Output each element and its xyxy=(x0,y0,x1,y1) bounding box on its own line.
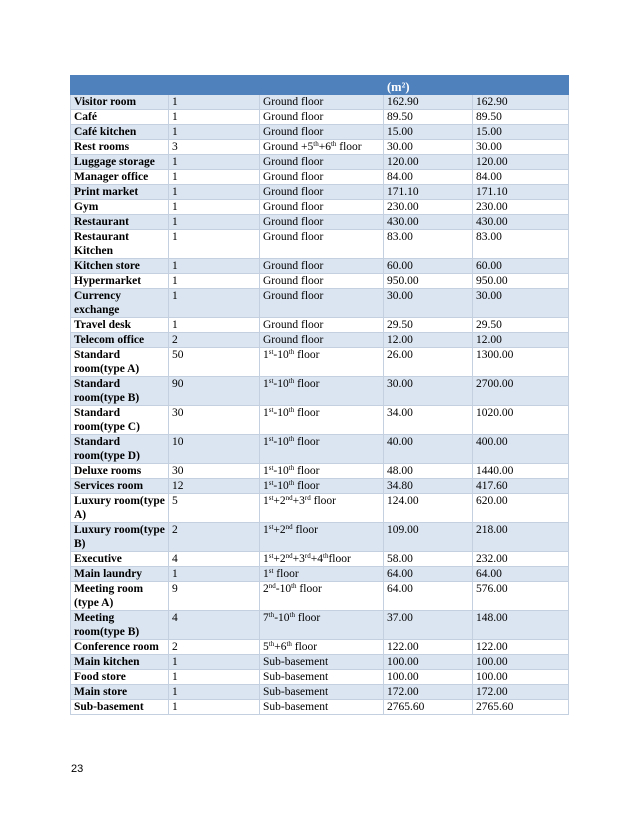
table-header-row xyxy=(71,76,569,95)
room-name-cell: Meeting room(type B) xyxy=(71,611,169,640)
floor-cell: Ground floor xyxy=(260,259,384,274)
room-name-cell: Visitor room xyxy=(71,95,169,110)
area-cell: 100.00 xyxy=(384,655,473,670)
table-row xyxy=(71,289,569,318)
quantity-cell: 12 xyxy=(169,479,260,494)
total-area-cell: 620.00 xyxy=(473,494,569,523)
area-cell: 124.00 xyxy=(384,494,473,523)
room-name-cell: Main laundry xyxy=(71,567,169,582)
table-row xyxy=(71,640,569,655)
table-row xyxy=(71,685,569,700)
total-area-cell: 400.00 xyxy=(473,435,569,464)
quantity-cell: 10 xyxy=(169,435,260,464)
area-cell: 30.00 xyxy=(384,289,473,318)
room-name-cell: Standard room(type A) xyxy=(71,348,169,377)
floor-cell: 1st-10th floor xyxy=(260,435,384,464)
quantity-cell: 2 xyxy=(169,523,260,552)
total-area-cell: 1300.00 xyxy=(473,348,569,377)
room-name-cell: Café xyxy=(71,110,169,125)
total-area-cell: 60.00 xyxy=(473,259,569,274)
area-cell: 60.00 xyxy=(384,259,473,274)
floor-cell: Sub-basement xyxy=(260,700,384,715)
floor-cell: 1st+2nd+3rd floor xyxy=(260,494,384,523)
header-cell xyxy=(71,76,169,95)
quantity-cell: 1 xyxy=(169,274,260,289)
quantity-cell: 1 xyxy=(169,155,260,170)
quantity-cell: 30 xyxy=(169,406,260,435)
area-cell: 162.90 xyxy=(384,95,473,110)
total-area-cell: 122.00 xyxy=(473,640,569,655)
floor-cell: 1st+2nd+3rd+4thfloor xyxy=(260,552,384,567)
header-cell-area-unit: (m²) xyxy=(384,76,473,95)
area-cell: 37.00 xyxy=(384,611,473,640)
room-name-cell: Main kitchen xyxy=(71,655,169,670)
quantity-cell: 4 xyxy=(169,552,260,567)
floor-cell: 1st-10th floor xyxy=(260,377,384,406)
page-number: 23 xyxy=(71,763,84,775)
total-area-cell: 218.00 xyxy=(473,523,569,552)
total-area-cell: 1440.00 xyxy=(473,464,569,479)
floor-cell: Ground floor xyxy=(260,155,384,170)
area-cell: 122.00 xyxy=(384,640,473,655)
floor-cell: 1st+2nd floor xyxy=(260,523,384,552)
quantity-cell: 1 xyxy=(169,289,260,318)
area-cell: 30.00 xyxy=(384,140,473,155)
floor-cell: Ground floor xyxy=(260,289,384,318)
table-row xyxy=(71,274,569,289)
quantity-cell: 1 xyxy=(169,170,260,185)
floor-cell: Ground floor xyxy=(260,230,384,259)
quantity-cell: 9 xyxy=(169,582,260,611)
table-row xyxy=(71,435,569,464)
quantity-cell: 30 xyxy=(169,464,260,479)
table-row xyxy=(71,523,569,552)
total-area-cell: 30.00 xyxy=(473,140,569,155)
area-cell: 58.00 xyxy=(384,552,473,567)
room-name-cell: Hypermarket xyxy=(71,274,169,289)
area-cell: 171.10 xyxy=(384,185,473,200)
total-area-cell: 172.00 xyxy=(473,685,569,700)
floor-cell: Sub-basement xyxy=(260,670,384,685)
area-cell: 15.00 xyxy=(384,125,473,140)
total-area-cell: 162.90 xyxy=(473,95,569,110)
total-area-cell: 84.00 xyxy=(473,170,569,185)
floor-cell: Sub-basement xyxy=(260,685,384,700)
total-area-cell: 417.60 xyxy=(473,479,569,494)
total-area-cell: 1020.00 xyxy=(473,406,569,435)
floor-cell: 1st floor xyxy=(260,567,384,582)
area-cell: 230.00 xyxy=(384,200,473,215)
total-area-cell: 232.00 xyxy=(473,552,569,567)
floor-cell: Ground floor xyxy=(260,110,384,125)
floor-cell: Ground floor xyxy=(260,333,384,348)
quantity-cell: 1 xyxy=(169,655,260,670)
room-name-cell: Executive xyxy=(71,552,169,567)
total-area-cell: 148.00 xyxy=(473,611,569,640)
quantity-cell: 1 xyxy=(169,259,260,274)
total-area-cell: 950.00 xyxy=(473,274,569,289)
table-row xyxy=(71,464,569,479)
room-name-cell: Travel desk xyxy=(71,318,169,333)
area-cell: 172.00 xyxy=(384,685,473,700)
total-area-cell: 83.00 xyxy=(473,230,569,259)
floor-cell: Ground floor xyxy=(260,125,384,140)
floor-cell: 1st-10th floor xyxy=(260,348,384,377)
quantity-cell: 1 xyxy=(169,230,260,259)
floor-cell: Ground +5th+6th floor xyxy=(260,140,384,155)
table-row xyxy=(71,406,569,435)
area-cell: 83.00 xyxy=(384,230,473,259)
table-row xyxy=(71,611,569,640)
room-name-cell: Café kitchen xyxy=(71,125,169,140)
table-row xyxy=(71,670,569,685)
floor-cell: 5th+6th floor xyxy=(260,640,384,655)
area-cell: 950.00 xyxy=(384,274,473,289)
quantity-cell: 1 xyxy=(169,125,260,140)
quantity-cell: 1 xyxy=(169,318,260,333)
room-name-cell: Services room xyxy=(71,479,169,494)
table-row xyxy=(71,700,569,715)
room-name-cell: Sub-basement xyxy=(71,700,169,715)
header-cell xyxy=(260,76,384,95)
quantity-cell: 1 xyxy=(169,95,260,110)
room-name-cell: Food store xyxy=(71,670,169,685)
room-name-cell: Standard room(type C) xyxy=(71,406,169,435)
quantity-cell: 1 xyxy=(169,567,260,582)
area-cell: 64.00 xyxy=(384,582,473,611)
area-cell: 26.00 xyxy=(384,348,473,377)
room-name-cell: Print market xyxy=(71,185,169,200)
table-row xyxy=(71,185,569,200)
floor-cell: 1st-10th floor xyxy=(260,464,384,479)
table-row xyxy=(71,552,569,567)
room-name-cell: Standard room(type D) xyxy=(71,435,169,464)
quantity-cell: 1 xyxy=(169,700,260,715)
room-name-cell: Rest rooms xyxy=(71,140,169,155)
total-area-cell: 2765.60 xyxy=(473,700,569,715)
total-area-cell: 12.00 xyxy=(473,333,569,348)
room-name-cell: Kitchen store xyxy=(71,259,169,274)
floor-cell: 1st-10th floor xyxy=(260,479,384,494)
total-area-cell: 30.00 xyxy=(473,289,569,318)
total-area-cell: 2700.00 xyxy=(473,377,569,406)
area-cell: 2765.60 xyxy=(384,700,473,715)
room-name-cell: Gym xyxy=(71,200,169,215)
header-cell xyxy=(169,76,260,95)
table-row xyxy=(71,259,569,274)
room-name-cell: Meeting room (type A) xyxy=(71,582,169,611)
room-name-cell: Restaurant xyxy=(71,215,169,230)
area-cell: 30.00 xyxy=(384,377,473,406)
total-area-cell: 230.00 xyxy=(473,200,569,215)
area-cell: 100.00 xyxy=(384,670,473,685)
total-area-cell: 120.00 xyxy=(473,155,569,170)
floor-cell: 1st-10th floor xyxy=(260,406,384,435)
room-name-cell: Currency exchange xyxy=(71,289,169,318)
area-cell: 40.00 xyxy=(384,435,473,464)
floor-cell: Ground floor xyxy=(260,318,384,333)
room-name-cell: Restaurant Kitchen xyxy=(71,230,169,259)
area-cell: 34.00 xyxy=(384,406,473,435)
table-row xyxy=(71,200,569,215)
table-row xyxy=(71,567,569,582)
floor-cell: Ground floor xyxy=(260,170,384,185)
header-cell xyxy=(473,76,569,95)
room-name-cell: Telecom office xyxy=(71,333,169,348)
quantity-cell: 2 xyxy=(169,333,260,348)
area-cell: 84.00 xyxy=(384,170,473,185)
quantity-cell: 1 xyxy=(169,670,260,685)
quantity-cell: 90 xyxy=(169,377,260,406)
total-area-cell: 64.00 xyxy=(473,567,569,582)
table-row xyxy=(71,155,569,170)
area-cell: 64.00 xyxy=(384,567,473,582)
floor-cell: Ground floor xyxy=(260,215,384,230)
quantity-cell: 5 xyxy=(169,494,260,523)
room-name-cell: Main store xyxy=(71,685,169,700)
total-area-cell: 15.00 xyxy=(473,125,569,140)
quantity-cell: 1 xyxy=(169,200,260,215)
total-area-cell: 171.10 xyxy=(473,185,569,200)
quantity-cell: 1 xyxy=(169,185,260,200)
table-row xyxy=(71,215,569,230)
table-row xyxy=(71,110,569,125)
floor-cell: Ground floor xyxy=(260,185,384,200)
room-name-cell: Conference room xyxy=(71,640,169,655)
total-area-cell: 100.00 xyxy=(473,655,569,670)
area-cell: 12.00 xyxy=(384,333,473,348)
area-cell: 29.50 xyxy=(384,318,473,333)
area-cell: 430.00 xyxy=(384,215,473,230)
table-row xyxy=(71,377,569,406)
room-area-table xyxy=(70,75,569,715)
floor-cell: Ground floor xyxy=(260,200,384,215)
total-area-cell: 89.50 xyxy=(473,110,569,125)
quantity-cell: 3 xyxy=(169,140,260,155)
room-name-cell: Deluxe rooms xyxy=(71,464,169,479)
room-name-cell: Luggage storage xyxy=(71,155,169,170)
table-row xyxy=(71,582,569,611)
table-row xyxy=(71,230,569,259)
total-area-cell: 100.00 xyxy=(473,670,569,685)
total-area-cell: 29.50 xyxy=(473,318,569,333)
table-row xyxy=(71,655,569,670)
floor-cell: 2nd-10th floor xyxy=(260,582,384,611)
total-area-cell: 576.00 xyxy=(473,582,569,611)
floor-cell: Sub-basement xyxy=(260,655,384,670)
area-cell: 48.00 xyxy=(384,464,473,479)
quantity-cell: 2 xyxy=(169,640,260,655)
room-name-cell: Standard room(type B) xyxy=(71,377,169,406)
floor-cell: Ground floor xyxy=(260,274,384,289)
table-row xyxy=(71,318,569,333)
room-name-cell: Manager office xyxy=(71,170,169,185)
table-row xyxy=(71,348,569,377)
room-name-cell: Luxury room(type B) xyxy=(71,523,169,552)
quantity-cell: 1 xyxy=(169,215,260,230)
table-row xyxy=(71,95,569,110)
area-cell: 109.00 xyxy=(384,523,473,552)
floor-cell: Ground floor xyxy=(260,95,384,110)
quantity-cell: 1 xyxy=(169,685,260,700)
table-row xyxy=(71,140,569,155)
table-row xyxy=(71,333,569,348)
area-cell: 34.80 xyxy=(384,479,473,494)
quantity-cell: 4 xyxy=(169,611,260,640)
quantity-cell: 1 xyxy=(169,110,260,125)
area-cell: 120.00 xyxy=(384,155,473,170)
table-row xyxy=(71,125,569,140)
table-row xyxy=(71,170,569,185)
quantity-cell: 50 xyxy=(169,348,260,377)
total-area-cell: 430.00 xyxy=(473,215,569,230)
table-row xyxy=(71,479,569,494)
floor-cell: 7th-10th floor xyxy=(260,611,384,640)
area-cell: 89.50 xyxy=(384,110,473,125)
table-row xyxy=(71,494,569,523)
room-name-cell: Luxury room(type A) xyxy=(71,494,169,523)
